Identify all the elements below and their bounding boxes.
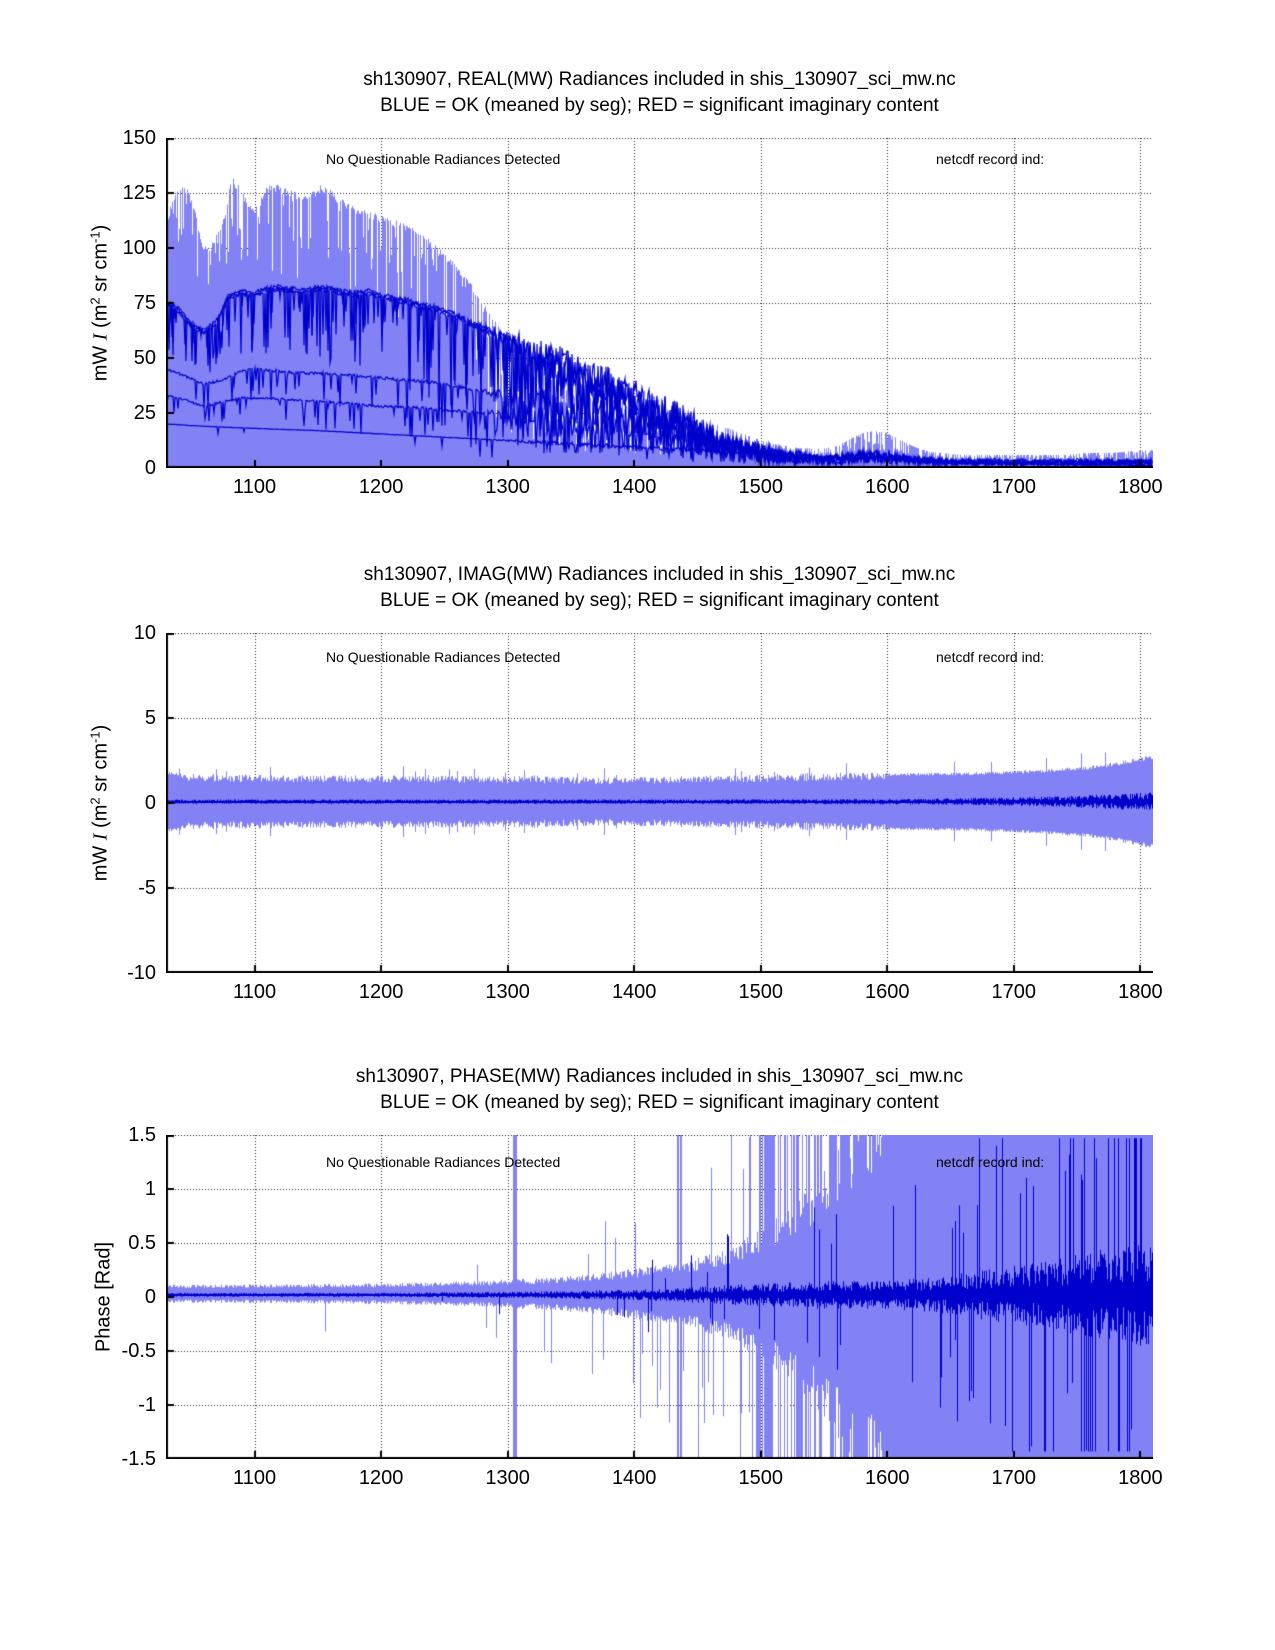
x-tick-label: 1500 <box>738 981 783 1003</box>
y-tick-label: 50 <box>133 347 156 369</box>
ylabel-part: ) <box>89 224 112 232</box>
x-tick-label: 1200 <box>358 981 404 1003</box>
x-tick-label: 1700 <box>991 476 1037 498</box>
y-tick-label: 0 <box>144 792 156 814</box>
y-tick-label: -10 <box>127 962 156 984</box>
ylabel-part: sr cm <box>89 242 112 298</box>
ylabel-part: (m <box>89 304 112 334</box>
ylabel-superscript: 2 <box>87 797 103 805</box>
x-tick-label: 1600 <box>865 981 910 1003</box>
ylabel-part: I <box>89 333 112 341</box>
imag-plot-subtitle: BLUE = OK (meaned by seg); RED = significant imaginary content <box>380 590 939 611</box>
x-tick-label: 1200 <box>358 476 404 498</box>
y-tick-label: 0 <box>144 1286 156 1308</box>
y-tick-label: 100 <box>122 237 156 259</box>
x-tick-label: 1400 <box>611 1467 657 1489</box>
real-plot-subtitle: BLUE = OK (meaned by seg); RED = significant imaginary content <box>380 95 939 116</box>
y-tick-label: 0 <box>144 457 156 479</box>
real-plot-title: sh130907, REAL(MW) Radiances included in shis_130907_sci_mw.nc <box>363 69 956 90</box>
y-tick-label: 5 <box>144 707 156 729</box>
x-tick-label: 1500 <box>738 1467 783 1489</box>
ylabel-part: sr cm <box>89 742 112 798</box>
x-tick-label: 1300 <box>485 981 530 1003</box>
ylabel-part: ) <box>89 724 112 732</box>
x-tick-label: 1800 <box>1118 476 1163 498</box>
no-questionable-radiances-annotation: No Questionable Radiances Detected <box>326 1154 561 1170</box>
x-tick-label: 1100 <box>233 1467 277 1489</box>
phase-plot-subtitle: BLUE = OK (meaned by seg); RED = significant imaginary content <box>380 1092 939 1113</box>
phase-plot-title: sh130907, PHASE(MW) Radiances included in shis_130907_sci_mw.nc <box>355 1066 964 1087</box>
no-questionable-radiances-annotation: No Questionable Radiances Detected <box>326 151 561 167</box>
y-tick-label: 1.5 <box>128 1124 156 1146</box>
imag-spectrum-canvas <box>166 633 1153 973</box>
y-tick-label: 25 <box>133 402 156 424</box>
real-spectrum-canvas <box>166 138 1153 468</box>
netcdf-record-ind-annotation: netcdf record ind: <box>936 1154 1045 1170</box>
ylabel-part: mW <box>89 840 112 882</box>
x-tick-label: 1200 <box>358 1467 404 1489</box>
imag-plot-title: sh130907, IMAG(MW) Radiances included in shis_130907_sci_mw.nc <box>363 564 956 585</box>
y-tick-label: 75 <box>133 292 156 314</box>
no-questionable-radiances-annotation: No Questionable Radiances Detected <box>326 649 561 665</box>
x-tick-label: 1800 <box>1118 981 1163 1003</box>
x-tick-label: 1300 <box>485 476 530 498</box>
phase-y-axis-label: Phase [Rad] <box>92 1241 115 1353</box>
y-tick-label: -1 <box>138 1394 156 1416</box>
x-tick-label: 1500 <box>738 476 783 498</box>
ylabel-superscript: -1 <box>87 731 103 743</box>
ylabel-part: (m <box>89 804 112 834</box>
x-tick-label: 1600 <box>865 476 910 498</box>
ylabel-part: mW <box>89 340 112 382</box>
x-tick-label: 1100 <box>233 476 277 498</box>
ylabel-part: I <box>89 833 112 841</box>
y-tick-label: 150 <box>122 127 156 149</box>
y-tick-label: 10 <box>133 622 156 644</box>
x-tick-label: 1700 <box>991 981 1037 1003</box>
netcdf-record-ind-annotation: netcdf record ind: <box>936 151 1045 167</box>
y-tick-label: -5 <box>138 877 156 899</box>
y-tick-label: -0.5 <box>121 1340 156 1362</box>
y-tick-label: 125 <box>122 182 156 204</box>
x-tick-label: 1700 <box>991 1467 1037 1489</box>
y-tick-label: -1.5 <box>121 1448 156 1470</box>
x-tick-label: 1400 <box>611 981 657 1003</box>
x-tick-label: 1600 <box>865 1467 910 1489</box>
y-tick-label: 0.5 <box>128 1232 156 1254</box>
netcdf-record-ind-annotation: netcdf record ind: <box>936 649 1045 665</box>
x-tick-label: 1800 <box>1118 1467 1163 1489</box>
x-tick-label: 1100 <box>233 981 277 1003</box>
y-tick-label: 1 <box>144 1178 156 1200</box>
ylabel-superscript: -1 <box>87 231 103 243</box>
phase-spectrum-canvas <box>166 1135 1153 1459</box>
ylabel-superscript: 2 <box>87 297 103 305</box>
x-tick-label: 1400 <box>611 476 657 498</box>
x-tick-label: 1300 <box>485 1467 530 1489</box>
